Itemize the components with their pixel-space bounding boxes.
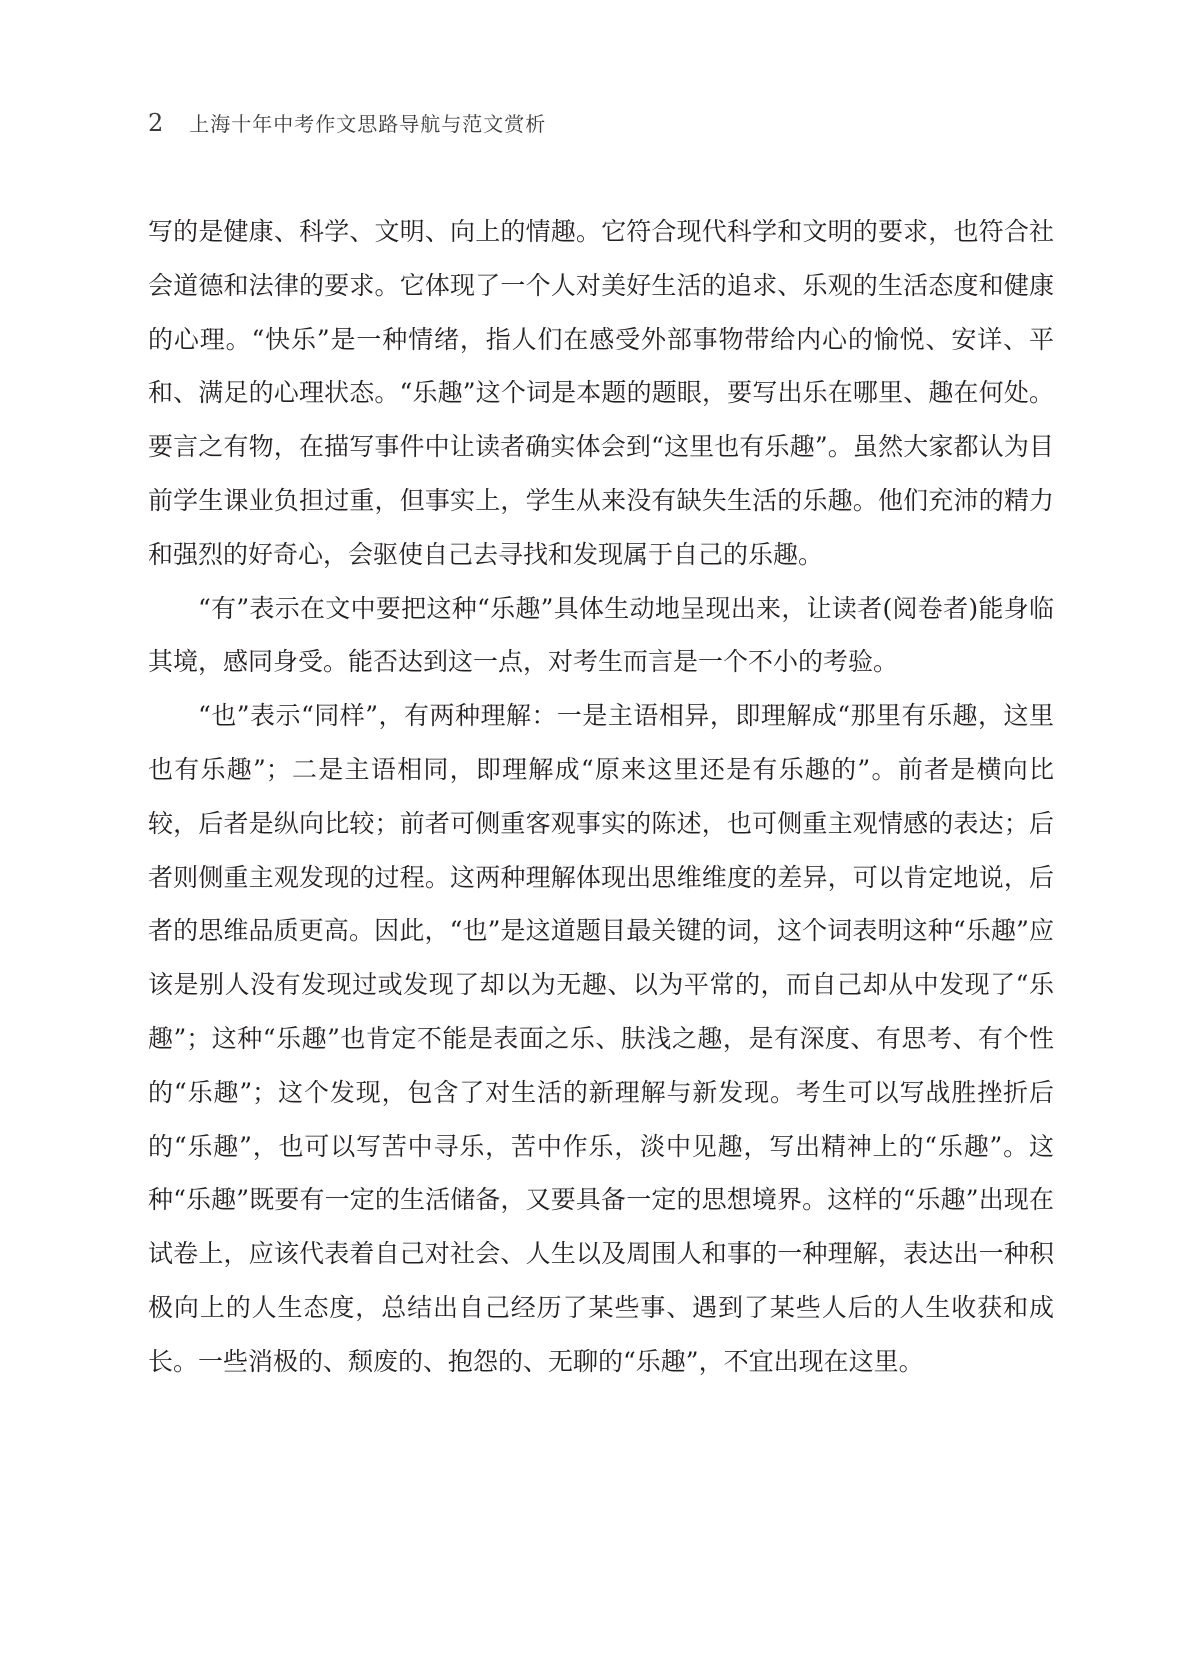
paragraph-you: “有”表示在文中要把这种“乐趣”具体生动地呈现出来，让读者(阅卷者)能身临其境，感同身受。能否达到这一点，对考生而言是一个不小的考验。: [148, 593, 1054, 677]
book-title: 上海十年中考作文思路导航与范文赏析: [189, 112, 547, 136]
paragraph-continuation: 写的是健康、科学、文明、向上的情趣。它符合现代科学和文明的要求，也符合社会道德和法律的要求。它体现了一个人对美好生活的追求、乐观的生活态度和健康的心理。“快乐”是一种情绪，指人们在感受外部事物带给内心的愉悦、安详、平和、满足的心理状态。“乐趣”这个词是本题的题眼，要写出乐在哪里、趣在何处。要言之有物，在描写事件中让读者确实体会到“这里也有乐趣”。虽然大家都认为目前学生课业负担过重，但事实上，学生从来没有缺失生活的乐趣。他们充沛的精力和强烈的好奇心，会驱使自己去寻找和发现属于自己的乐趣。: [148, 217, 1054, 569]
body-text: [148, 205, 1054, 1389]
paragraph-ye: “也”表示“同样”，有两种理解：一是主语相异，即理解成“那里有乐趣，这里也有乐趣”；二是主语相同，即理解成“原来这里还是有乐趣的”。前者是横向比较，后者是纵向比较；前者可侧重客观事实的陈述，也可侧重主观情感的表达；后者则侧重主观发现的过程。这两种理解体现出思维维度的差异，可以肯定地说，后者的思维品质更高。因此，“也”是这道题目最关键的词，这个词表明这种“乐趣”应该是别人没有发现过或发现了却以为无趣、以为平常的，而自己却从中发现了“乐趣”；这种“乐趣”也肯定不能是表面之乐、肤浅之趣，是有深度、有思考、有个性的“乐趣”；这个发现，包含了对生活的新理解与新发现。考生可以写战胜挫折后的“乐趣”，也可以写苦中寻乐，苦中作乐，淡中见趣，写出精神上的“乐趣”。这种“乐趣”既要有一定的生活储备，又要具备一定的思想境界。这样的“乐趣”出现在试卷上，应该代表着自己对社会、人生以及周围人和事的一种理解，表达出一种积极向上的人生态度，总结出自己经历了某些事、遇到了某些人后的人生收获和成长。一些消极的、颓废的、抱怨的、无聊的“乐趣”，不宜出现在这里。: [148, 701, 1054, 1376]
running-header: [148, 108, 546, 137]
page-number: 2: [148, 109, 164, 137]
